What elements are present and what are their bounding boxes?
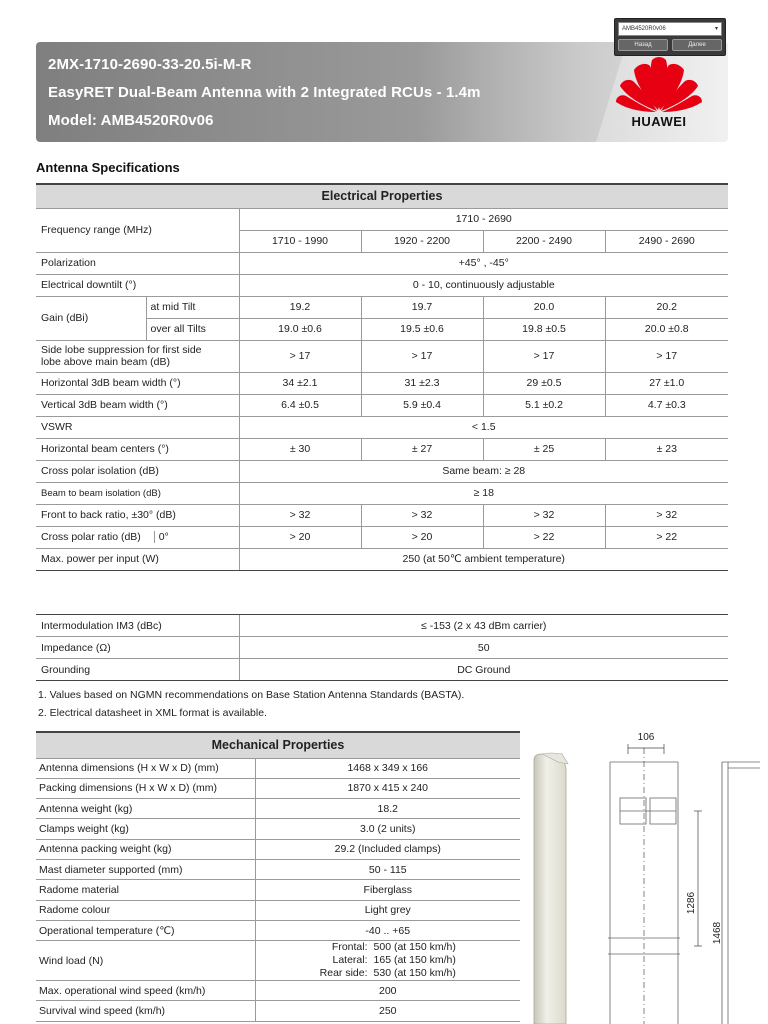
table-row bbox=[36, 615, 728, 637]
hbw-2: 31 ±2.3 bbox=[361, 372, 483, 394]
mech-label: Operational temperature (℃) bbox=[36, 920, 255, 940]
sidelobe-label-line2: lobe above main beam (dB) bbox=[41, 356, 170, 368]
wind-values bbox=[255, 941, 520, 981]
hbw-3: 29 ±0.5 bbox=[483, 372, 605, 394]
mech-label: Radome material bbox=[36, 880, 255, 900]
gain-label: Gain (dBi) bbox=[36, 296, 146, 340]
footnote-1: 1. Values based on NGMN recommendations on Base Station Antenna Standards (BASTA). bbox=[38, 689, 465, 701]
hbc-3: ± 25 bbox=[483, 438, 605, 460]
mech-label: Packing dimensions (H x W x D) (mm) bbox=[36, 778, 255, 798]
polarization-label: Polarization bbox=[36, 252, 239, 274]
chevron-down-icon: ▾ bbox=[714, 26, 718, 32]
wind-key: Lateral: bbox=[332, 954, 368, 967]
cpi-value: Same beam: ≥ 28 bbox=[239, 460, 728, 482]
polarization-value: +45° , -45° bbox=[239, 252, 728, 274]
grounding-value: DC Ground bbox=[239, 659, 728, 681]
power-value: 250 (at 50℃ ambient temperature) bbox=[239, 548, 728, 570]
ftb-2: > 32 bbox=[361, 504, 483, 526]
table-row bbox=[36, 1001, 520, 1021]
sidelobe-2: > 17 bbox=[361, 340, 483, 372]
gain-all-4: 20.0 ±0.8 bbox=[605, 318, 728, 340]
hbc-1: ± 30 bbox=[239, 438, 361, 460]
band-1: 1710 - 1990 bbox=[239, 230, 361, 252]
mech-label: Clamps weight (kg) bbox=[36, 819, 255, 839]
mech-label: Max. operational wind speed (km/h) bbox=[36, 981, 255, 1001]
mech-label: Antenna dimensions (H x W x D) (mm) bbox=[36, 758, 255, 778]
table-row bbox=[36, 981, 520, 1001]
next-button[interactable]: Далее bbox=[672, 39, 722, 51]
hbc-4: ± 23 bbox=[605, 438, 728, 460]
impedance-label: Impedance (Ω) bbox=[36, 637, 239, 659]
gain-mid-1: 19.2 bbox=[239, 296, 361, 318]
intermod-table bbox=[36, 614, 728, 681]
wind-value: 500 (at 150 km/h) bbox=[373, 941, 456, 954]
downtilt-label: Electrical downtilt (°) bbox=[36, 274, 239, 296]
im3-label: Intermodulation IM3 (dBc) bbox=[36, 615, 239, 637]
sidelobe-1: > 17 bbox=[239, 340, 361, 372]
antenna-drawing bbox=[528, 728, 760, 1024]
gain-mid-2: 19.7 bbox=[361, 296, 483, 318]
cpr-4: > 22 bbox=[605, 526, 728, 548]
vbw-3: 5.1 ±0.2 bbox=[483, 394, 605, 416]
table-row bbox=[36, 900, 520, 920]
electrical-properties-table bbox=[36, 183, 728, 571]
vswr-label: VSWR bbox=[36, 416, 239, 438]
side-view bbox=[608, 748, 760, 1024]
table-row bbox=[36, 659, 728, 681]
power-label: Max. power per input (W) bbox=[36, 548, 239, 570]
im3-value: ≤ -153 (2 x 43 dBm carrier) bbox=[239, 615, 728, 637]
mech-label: Antenna weight (kg) bbox=[36, 799, 255, 819]
mech-value: -40 .. +65 bbox=[255, 920, 520, 940]
wind-label: Wind load (N) bbox=[36, 941, 255, 981]
bbi-label: Beam to beam isolation (dB) bbox=[36, 482, 239, 504]
vbw-label: Vertical 3dB beam width (°) bbox=[36, 394, 239, 416]
inner-dimension: 1286 bbox=[686, 891, 697, 915]
vbw-4: 4.7 ±0.3 bbox=[605, 394, 728, 416]
table-row bbox=[36, 778, 520, 798]
mechanical-properties-table bbox=[36, 731, 520, 1022]
table-row bbox=[36, 819, 520, 839]
table-row bbox=[36, 839, 520, 859]
mech-label: Radome colour bbox=[36, 900, 255, 920]
table-row bbox=[36, 880, 520, 900]
band-2: 1920 - 2200 bbox=[361, 230, 483, 252]
product-code: 2MX-1710-2690-33-20.5i-M-R bbox=[48, 56, 252, 73]
table-row bbox=[36, 920, 520, 940]
grounding-label: Grounding bbox=[36, 659, 239, 681]
hbc-2: ± 27 bbox=[361, 438, 483, 460]
gain-mid-4: 20.2 bbox=[605, 296, 728, 318]
model-select-value: AMB4520R0v06 bbox=[622, 26, 666, 32]
mech-value: 18.2 bbox=[255, 799, 520, 819]
height-dimension: 1468 bbox=[712, 921, 723, 945]
electrical-title: Electrical Properties bbox=[36, 184, 728, 208]
table-row bbox=[36, 758, 520, 778]
ftb-3: > 32 bbox=[483, 504, 605, 526]
hbw-1: 34 ±2.1 bbox=[239, 372, 361, 394]
sidelobe-3: > 17 bbox=[483, 340, 605, 372]
gain-mid-3: 20.0 bbox=[483, 296, 605, 318]
mech-value: 50 - 115 bbox=[255, 859, 520, 879]
vswr-value: < 1.5 bbox=[239, 416, 728, 438]
freq-label: Frequency range (MHz) bbox=[36, 208, 239, 252]
gain-all-label: over all Tilts bbox=[146, 318, 239, 340]
huawei-petals-icon bbox=[614, 56, 704, 112]
table-row bbox=[36, 799, 520, 819]
hbw-label: Horizontal 3dB beam width (°) bbox=[36, 372, 239, 394]
impedance-value: 50 bbox=[239, 637, 728, 659]
gain-all-3: 19.8 ±0.5 bbox=[483, 318, 605, 340]
cpr-label-text: Cross polar ratio (dB) bbox=[41, 531, 141, 543]
cpr-1: > 20 bbox=[239, 526, 361, 548]
gain-all-2: 19.5 ±0.6 bbox=[361, 318, 483, 340]
wind-value: 165 (at 150 km/h) bbox=[373, 954, 456, 967]
mech-value: 29.2 (Included clamps) bbox=[255, 839, 520, 859]
footnote-2: 2. Electrical datasheet in XML format is available. bbox=[38, 707, 267, 719]
sidelobe-label-line1: Side lobe suppression for first side bbox=[41, 344, 202, 356]
downtilt-value: 0 - 10, continuously adjustable bbox=[239, 274, 728, 296]
table-row bbox=[36, 941, 520, 981]
gain-mid-label: at mid Tilt bbox=[146, 296, 239, 318]
mech-value: Fiberglass bbox=[255, 880, 520, 900]
section-title: Antenna Specifications bbox=[36, 160, 180, 175]
mech-value: 250 bbox=[255, 1001, 520, 1021]
mech-label: Antenna packing weight (kg) bbox=[36, 839, 255, 859]
vbw-1: 6.4 ±0.5 bbox=[239, 394, 361, 416]
cpr-2: > 20 bbox=[361, 526, 483, 548]
mech-value: Light grey bbox=[255, 900, 520, 920]
ftb-label: Front to back ratio, ±30° (dB) bbox=[36, 504, 239, 526]
mech-value: 1468 x 349 x 166 bbox=[255, 758, 520, 778]
document-navigator bbox=[614, 18, 726, 56]
hbc-label: Horizontal beam centers (°) bbox=[36, 438, 239, 460]
mechanical-title: Mechanical Properties bbox=[36, 732, 520, 758]
table-row bbox=[36, 637, 728, 659]
gain-all-1: 19.0 ±0.6 bbox=[239, 318, 361, 340]
mech-value: 3.0 (2 units) bbox=[255, 819, 520, 839]
mech-value: 1870 x 415 x 240 bbox=[255, 778, 520, 798]
wind-key: Frontal: bbox=[331, 941, 368, 954]
hbw-4: 27 ±1.0 bbox=[605, 372, 728, 394]
brand-name: HUAWEI bbox=[631, 114, 687, 129]
band-3: 2200 - 2490 bbox=[483, 230, 605, 252]
cpi-label: Cross polar isolation (dB) bbox=[36, 460, 239, 482]
ftb-4: > 32 bbox=[605, 504, 728, 526]
product-description: EasyRET Dual-Beam Antenna with 2 Integrated RCUs - 1.4m bbox=[48, 84, 481, 101]
product-model: Model: AMB4520R0v06 bbox=[48, 112, 214, 129]
vbw-2: 5.9 ±0.4 bbox=[361, 394, 483, 416]
freq-total: 1710 - 2690 bbox=[239, 208, 728, 230]
bbi-value: ≥ 18 bbox=[239, 482, 728, 504]
mech-value: 200 bbox=[255, 981, 520, 1001]
wind-key: Rear side: bbox=[319, 967, 368, 980]
cpr-angle: 0° bbox=[154, 531, 169, 543]
ftb-1: > 32 bbox=[239, 504, 361, 526]
table-row bbox=[36, 859, 520, 879]
mech-label: Mast diameter supported (mm) bbox=[36, 859, 255, 879]
sidelobe-4: > 17 bbox=[605, 340, 728, 372]
model-select[interactable] bbox=[618, 22, 722, 36]
cpr-label bbox=[36, 526, 239, 548]
band-4: 2490 - 2690 bbox=[605, 230, 728, 252]
back-button[interactable]: Назад bbox=[618, 39, 668, 51]
huawei-logo bbox=[614, 56, 704, 136]
width-dimension: 106 bbox=[637, 732, 655, 743]
antenna-radome bbox=[534, 754, 566, 1024]
wind-value: 530 (at 150 km/h) bbox=[373, 967, 456, 980]
mech-label: Survival wind speed (km/h) bbox=[36, 1001, 255, 1021]
footnotes bbox=[38, 686, 464, 722]
cpr-3: > 22 bbox=[483, 526, 605, 548]
header-banner bbox=[36, 42, 728, 142]
sidelobe-label bbox=[36, 340, 239, 372]
